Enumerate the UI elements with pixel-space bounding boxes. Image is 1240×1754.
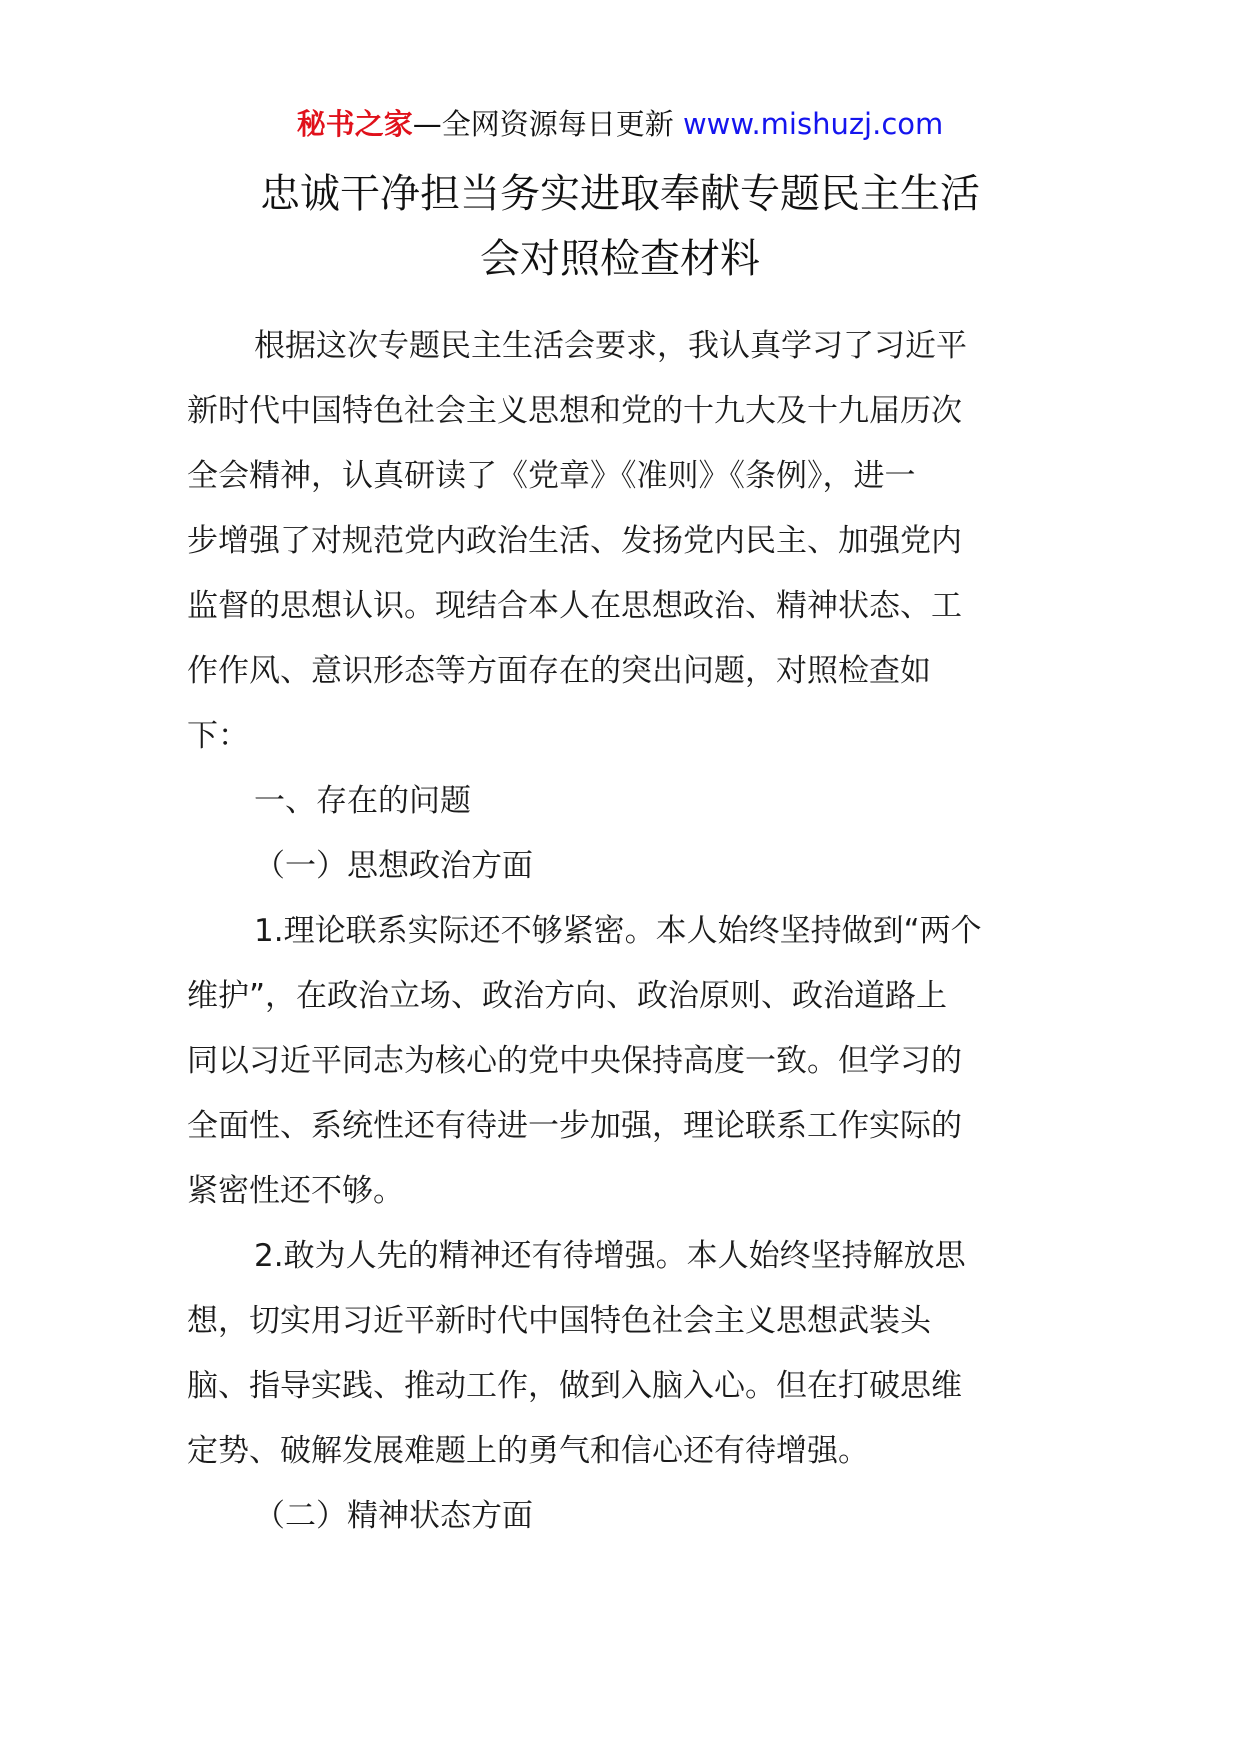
subsection-heading: （一）思想政治方面 <box>254 848 533 884</box>
paragraph-line: 紧密性还不够。 <box>187 1173 404 1209</box>
site-url-link[interactable]: www.mishuzj.com <box>682 107 944 141</box>
paragraph-line: 定势、破解发展难题上的勇气和信心还有待增强。 <box>187 1433 869 1469</box>
paragraph-line: 2.敢为人先的精神还有待增强。本人始终坚持解放思 <box>254 1238 966 1274</box>
paragraph-line: 全面性、系统性还有待进一步加强，理论联系工作实际的 <box>187 1108 962 1144</box>
paragraph-line: 脑、指导实践、推动工作，做到入脑入心。但在打破思维 <box>187 1368 962 1404</box>
paragraph-line: 下： <box>187 718 249 754</box>
paragraph-line: 同以习近平同志为核心的党中央保持高度一致。但学习的 <box>187 1043 962 1079</box>
site-tagline: —全网资源每日更新 <box>412 107 674 141</box>
paragraph-line: 想，切实用习近平新时代中国特色社会主义思想武装头 <box>187 1303 931 1339</box>
subsection-heading: （二）精神状态方面 <box>254 1498 533 1534</box>
document-title-line-1: 忠诚干净担当务实进取奉献专题民主生活 <box>260 171 980 217</box>
paragraph-line: 新时代中国特色社会主义思想和党的十九大及十九届历次 <box>187 393 962 429</box>
paragraph-line: 维护”，在政治立场、政治方向、政治原则、政治道路上 <box>187 978 948 1014</box>
paragraph-line: 步增强了对规范党内政治生活、发扬党内民主、加强党内 <box>187 523 962 559</box>
paragraph-line: 作作风、意识形态等方面存在的突出问题，对照检查如 <box>187 653 931 689</box>
paragraph-line: 监督的思想认识。现结合本人在思想政治、精神状态、工 <box>187 588 962 624</box>
paragraph-line: 1.理论联系实际还不够紧密。本人始终坚持做到“两个 <box>254 913 982 949</box>
document-body <box>187 314 1060 1549</box>
section-heading: 一、存在的问题 <box>254 783 471 819</box>
document-title-line-2: 会对照检查材料 <box>480 236 760 282</box>
site-header <box>0 104 1240 144</box>
paragraph-line: 根据这次专题民主生活会要求，我认真学习了习近平 <box>254 328 967 364</box>
site-brand: 秘书之家 <box>296 107 413 141</box>
paragraph-line: 全会精神，认真研读了《党章》《准则》《条例》，进一 <box>187 458 916 494</box>
